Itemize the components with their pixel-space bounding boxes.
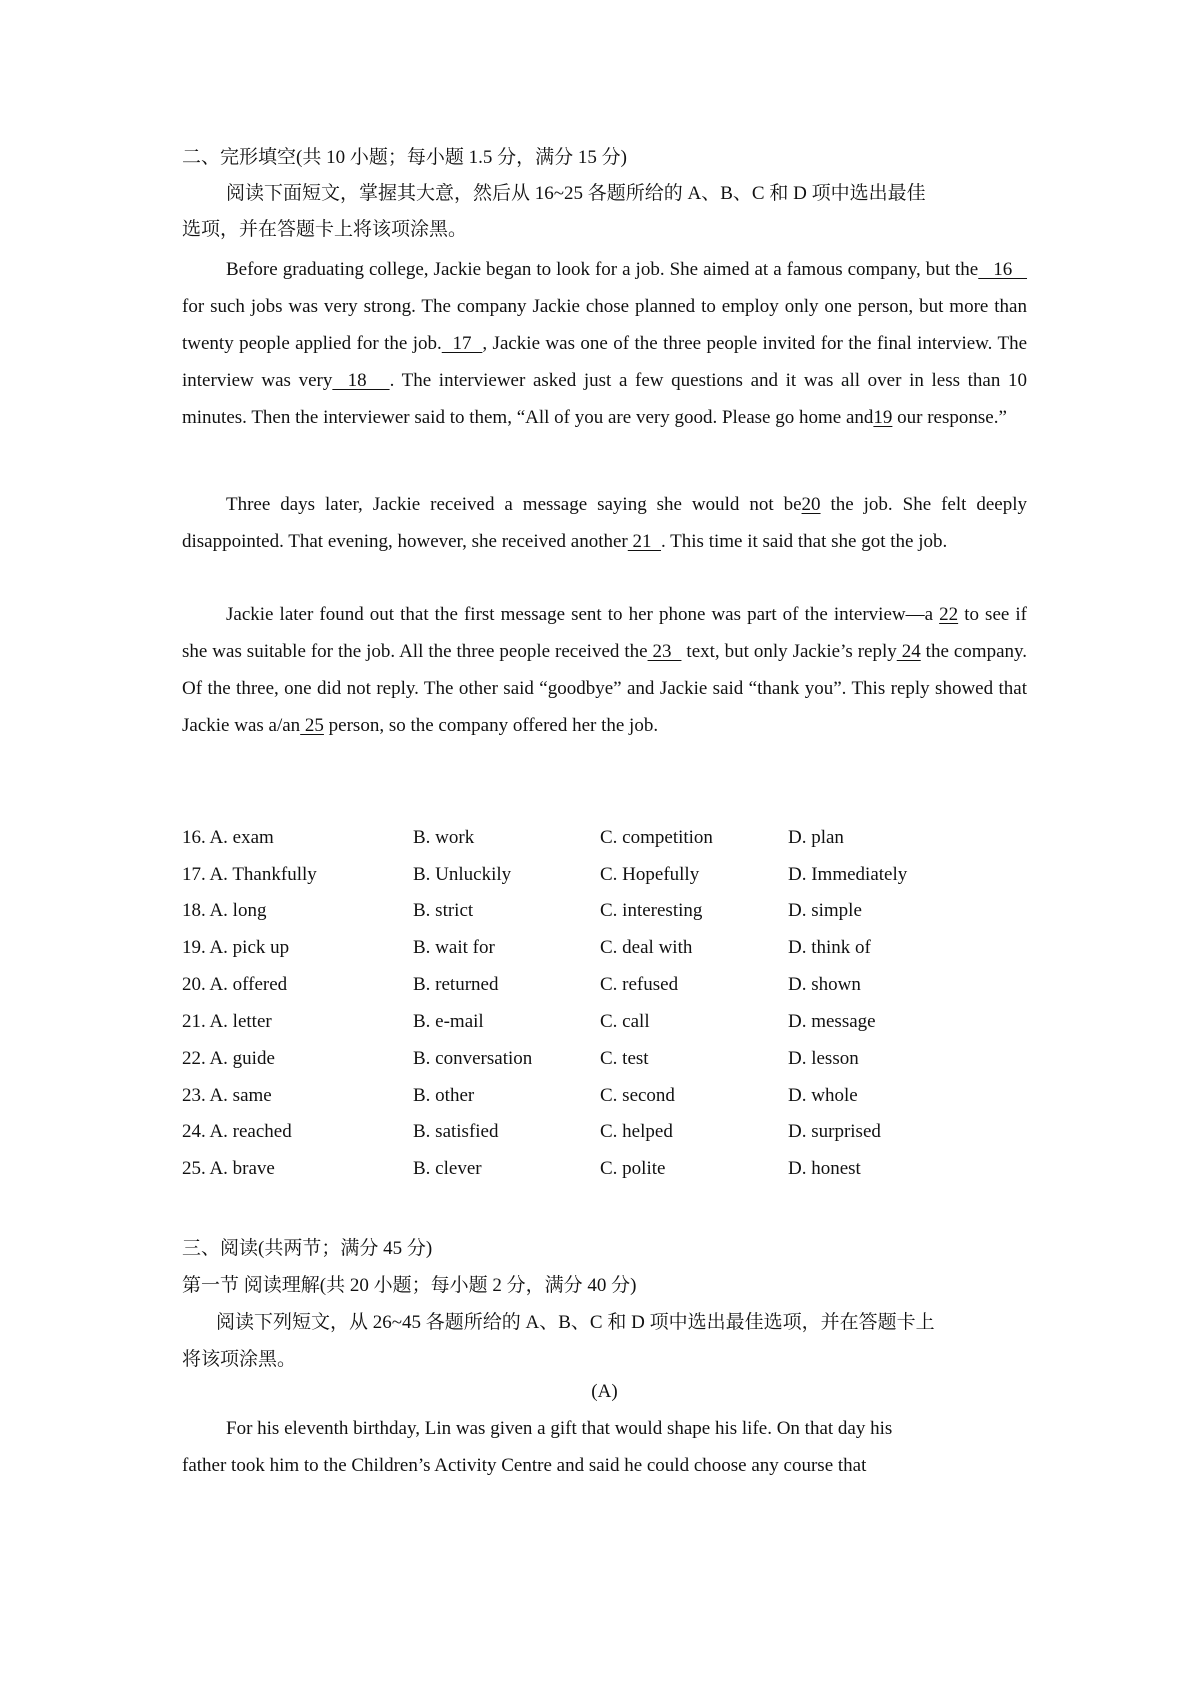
option-d: D. plan bbox=[788, 827, 844, 848]
option-a: 21. A. letter bbox=[182, 1011, 272, 1032]
section-3-heading: 三、阅读(共两节；满分 45 分) bbox=[182, 1238, 433, 1259]
option-row-23 bbox=[182, 1085, 1027, 1121]
option-d: D. message bbox=[788, 1011, 876, 1032]
option-b: B. strict bbox=[413, 900, 474, 921]
option-d: D. Immediately bbox=[788, 864, 908, 885]
passage-a-line-2: father took him to the Children’s Activity Centre and said he could choose any course that bbox=[182, 1455, 867, 1476]
option-row-19 bbox=[182, 937, 1027, 973]
option-c: C. second bbox=[600, 1085, 675, 1106]
option-a: 23. A. same bbox=[182, 1085, 272, 1106]
blank-18: 18 bbox=[332, 370, 390, 391]
option-row-18 bbox=[182, 900, 1027, 936]
blank-21: 21 bbox=[627, 531, 662, 552]
option-c: C. call bbox=[600, 1011, 650, 1032]
option-d: D. simple bbox=[788, 900, 862, 921]
blank-25: 25 bbox=[300, 715, 324, 736]
option-row-21 bbox=[182, 1011, 1027, 1047]
blank-22: 22 bbox=[939, 604, 959, 625]
option-b: B. wait for bbox=[413, 937, 495, 958]
option-a: 24. A. reached bbox=[182, 1121, 292, 1142]
blank-16: 16 bbox=[978, 259, 1028, 280]
passage-paragraph-1: Before graduating college, Jackie began to look for a job. She aimed at a famous company, but the 16 for such jobs was very strong. The company Jackie chose planned to employ only one person, but more than twenty people applied for the job. 17 , Jackie was one of the three people invited for the final interview. The interview was very 18 . The interviewer asked just a few questions and it was all over in less than 10 minutes. Then the interviewer said to them, “All of you are very good. Please go home and19 our response.” bbox=[182, 259, 1028, 428]
option-a: 17. A. Thankfully bbox=[182, 864, 317, 885]
option-b: B. returned bbox=[413, 974, 499, 995]
passage-paragraph-2: Three days later, Jackie received a message saying she would not be20 the job. She felt deeply disappointed. That evening, however, she received another 21 . This time it said that she got the job. bbox=[182, 494, 1027, 552]
option-d: D. surprised bbox=[788, 1121, 881, 1142]
option-row-22 bbox=[182, 1048, 1027, 1084]
option-a: 19. A. pick up bbox=[182, 937, 290, 958]
blank-23: 23 bbox=[647, 641, 682, 662]
option-d: D. lesson bbox=[788, 1048, 859, 1069]
option-b: B. e-mail bbox=[413, 1011, 484, 1032]
option-a: 16. A. exam bbox=[182, 827, 274, 848]
option-c: C. Hopefully bbox=[600, 864, 700, 885]
passage-a-line-1: For his eleventh birthday, Lin was given a gift that would shape his life. On that day his bbox=[226, 1418, 893, 1439]
option-b: B. satisfied bbox=[413, 1121, 499, 1142]
section-3-instruction-line-1: 阅读下列短文，从 26~45 各题所给的 A、B、C 和 D 项中选出最佳选项，并在答题卡上 bbox=[216, 1312, 935, 1333]
option-c: C. test bbox=[600, 1048, 649, 1069]
option-d: D. honest bbox=[788, 1158, 861, 1179]
blank-17: 17 bbox=[441, 333, 483, 354]
option-b: B. Unluckily bbox=[413, 864, 512, 885]
option-a: 20. A. offered bbox=[182, 974, 288, 995]
blank-20: 20 bbox=[801, 494, 821, 515]
option-c: C. helped bbox=[600, 1121, 673, 1142]
option-row-20 bbox=[182, 974, 1027, 1010]
option-a: 18. A. long bbox=[182, 900, 267, 921]
option-b: B. clever bbox=[413, 1158, 482, 1179]
option-c: C. refused bbox=[600, 974, 679, 995]
option-row-24 bbox=[182, 1121, 1027, 1157]
option-b: B. work bbox=[413, 827, 475, 848]
passage-paragraph-3: Jackie later found out that the first message sent to her phone was part of the interview—a 22 to see if she was suitable for the job. All the three people received the 23 text, but only Jackie’s reply 24 the company. Of the three, one did not reply. The other said “goodbye” and Jackie said “thank you”. This reply showed that Jackie was a/an 25 person, so the company offered her the job. bbox=[182, 604, 1028, 736]
option-c: C. interesting bbox=[600, 900, 703, 921]
section-2-instruction-line-2: 选项，并在答题卡上将该项涂黑。 bbox=[182, 219, 468, 240]
blank-19: 19 bbox=[873, 407, 893, 428]
option-d: D. shown bbox=[788, 974, 861, 995]
option-row-25 bbox=[182, 1158, 1027, 1194]
option-b: B. other bbox=[413, 1085, 475, 1106]
blank-24: 24 bbox=[896, 641, 921, 662]
section-3-instruction-line-2: 将该项涂黑。 bbox=[182, 1349, 297, 1370]
option-d: D. think of bbox=[788, 937, 871, 958]
passage-a-label: (A) bbox=[591, 1381, 618, 1402]
option-d: D. whole bbox=[788, 1085, 858, 1106]
option-row-17 bbox=[182, 864, 1027, 900]
option-c: C. deal with bbox=[600, 937, 693, 958]
section-2-heading: 二、完形填空(共 10 小题；每小题 1.5 分，满分 15 分) bbox=[182, 147, 627, 168]
section-3-subheading: 第一节 阅读理解(共 20 小题；每小题 2 分，满分 40 分) bbox=[182, 1275, 637, 1296]
option-b: B. conversation bbox=[413, 1048, 533, 1069]
option-c: C. polite bbox=[600, 1158, 666, 1179]
option-c: C. competition bbox=[600, 827, 713, 848]
option-a: 25. A. brave bbox=[182, 1158, 275, 1179]
option-a: 22. A. guide bbox=[182, 1048, 275, 1069]
section-2-instruction-line-1: 阅读下面短文，掌握其大意，然后从 16~25 各题所给的 A、B、C 和 D 项中选出最佳 bbox=[226, 183, 926, 204]
option-row-16 bbox=[182, 827, 1027, 863]
